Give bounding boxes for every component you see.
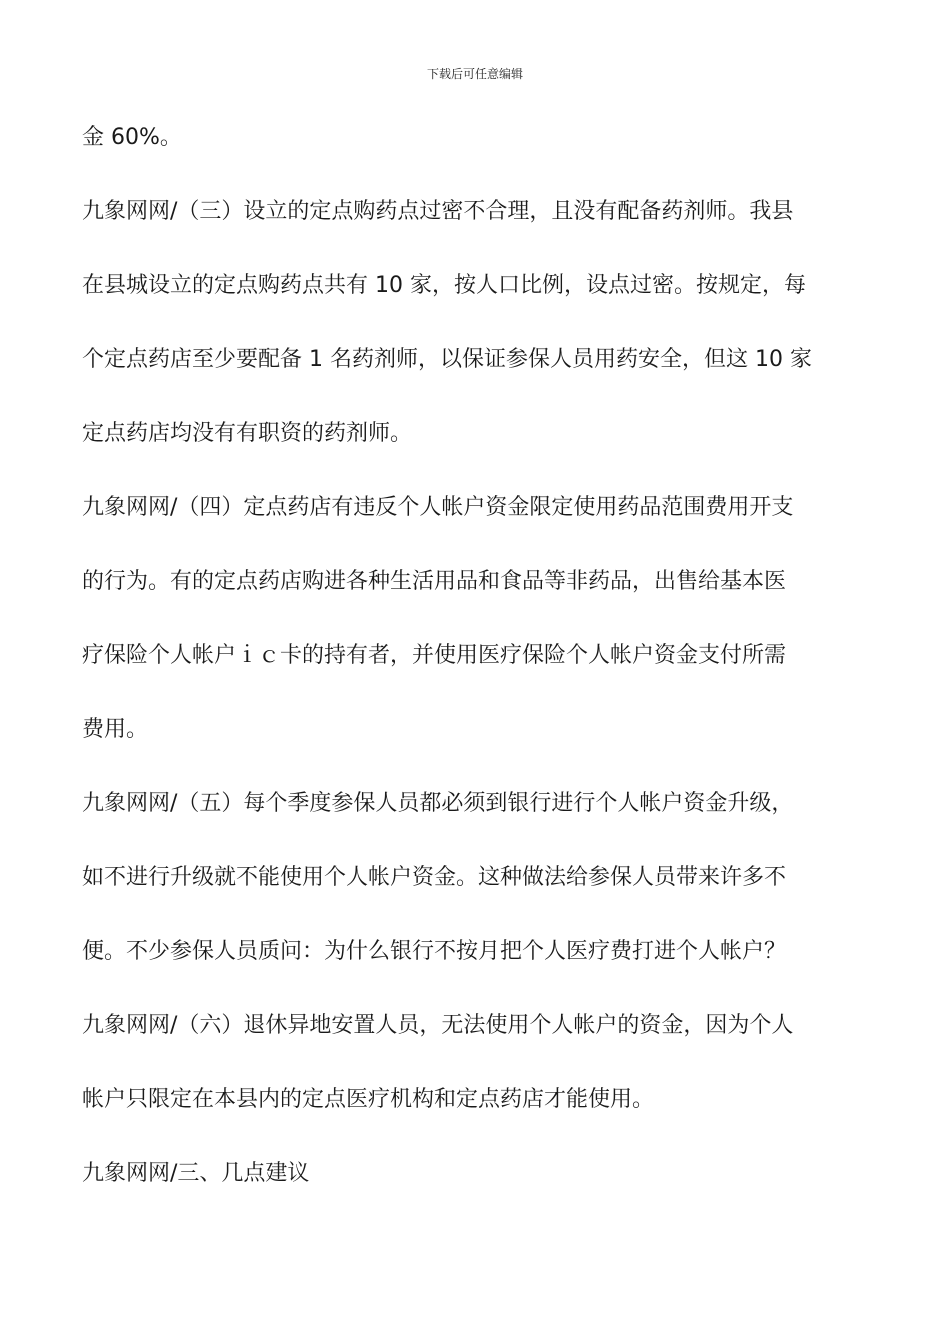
text-line: 的行为。有的定点药店购进各种生活用品和食品等非药品，出售给基本医 <box>82 569 787 594</box>
text-line: 如不进行升级就不能使用个人帐户资金。这种做法给参保人员带来许多不 <box>82 865 787 890</box>
text-line: 定点药店均没有有职资的药剂师。 <box>82 421 413 446</box>
text-line: 九象网网/（三）设立的定点购药点过密不合理，且没有配备药剂师。我县 <box>82 199 794 224</box>
text-line: 九象网网/三、几点建议 <box>82 1161 310 1186</box>
page-header: 下载后可任意编辑 <box>426 67 523 81</box>
text-line: 金 60%。 <box>82 125 182 150</box>
text-line: 在县城设立的定点购药点共有 10 家，按人口比例，设点过密。按规定，每 <box>82 273 806 298</box>
text-line: 费用。 <box>82 717 149 742</box>
text-line: 便。不少参保人员质问：为什么银行不按月把个人医疗费打进个人帐户？ <box>82 939 787 964</box>
document-body <box>82 120 872 1230</box>
text-line: 九象网网/（五）每个季度参保人员都必须到银行进行个人帐户资金升级， <box>82 791 794 816</box>
text-line: 帐户只限定在本县内的定点医疗机构和定点药店才能使用。 <box>82 1087 655 1112</box>
text-line: 九象网网/（六）退休异地安置人员，无法使用个人帐户的资金，因为个人 <box>82 1013 794 1038</box>
text-line: 个定点药店至少要配备 1 名药剂师，以保证参保人员用药安全，但这 10 家 <box>82 347 812 372</box>
text-line: 九象网网/（四）定点药店有违反个人帐户资金限定使用药品范围费用开支 <box>82 495 794 520</box>
text-line: 疗保险个人帐户ｉｃ卡的持有者，并使用医疗保险个人帐户资金支付所需 <box>82 643 787 668</box>
